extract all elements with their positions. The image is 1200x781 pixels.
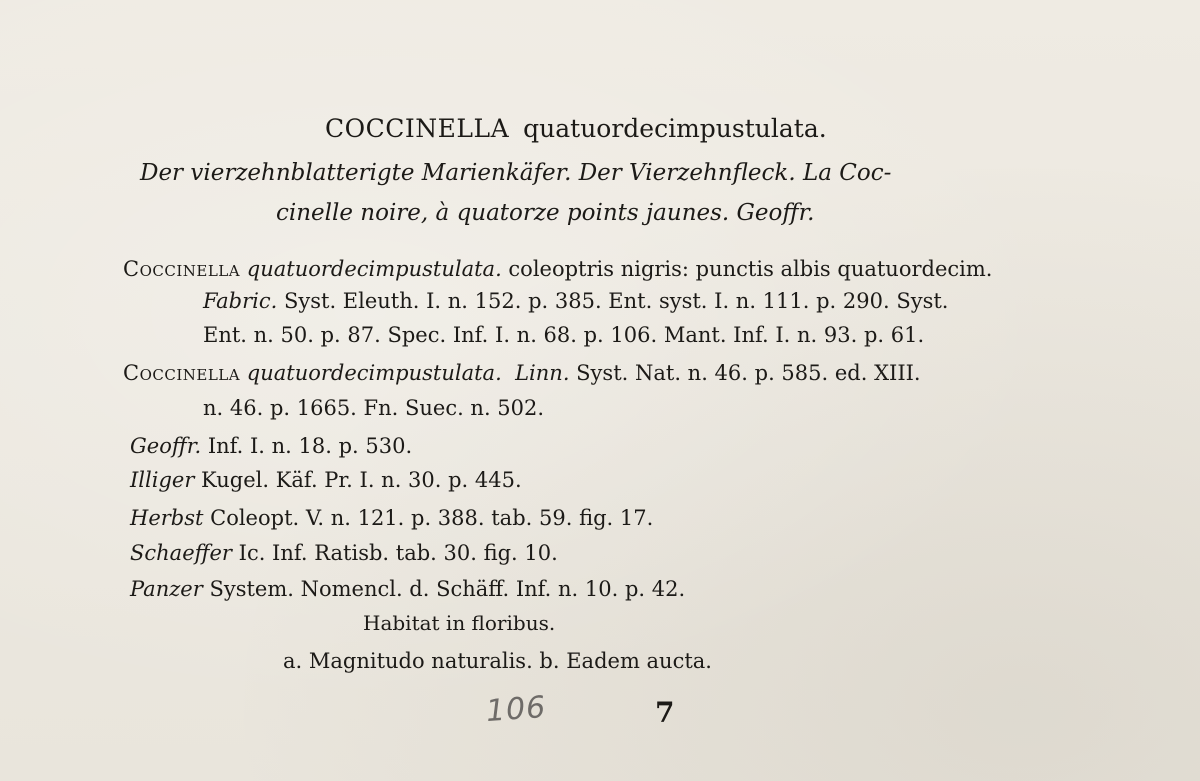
reference-text: Inf. I. n. 18. p. 530. [201,434,413,458]
title-species: quatuordecimpustulata. [523,114,827,143]
reference-schaeffer [130,540,558,566]
species-title [325,114,827,144]
reference-herbst [130,505,653,531]
entry-text: Syst. Nat. n. 46. p. 585. ed. XIII. [569,361,921,385]
title-genus: COCCINELLA [325,114,510,143]
entry-species: quatuordecimpustulata. [246,361,502,385]
reference-illiger [130,467,522,493]
entry-genus: Coccinella [123,361,241,385]
reference-text: System. Nomencl. d. Schäff. Inf. n. 10. p. 42. [202,577,686,601]
entry-species: quatuordecimpustulata. [246,257,502,281]
common-names-line-2: cinelle noire, à quatorze points jaunes. Geoffr. [276,200,815,226]
handwritten-number: 106 [484,689,548,730]
reference-text: Coleopt. V. n. 121. p. 388. tab. 59. fig. 17. [203,506,654,530]
entry-genus: Coccinella [123,257,241,281]
entry-text: Syst. Eleuth. I. n. 152. p. 385. Ent. syst. I. n. 111. p. 290. Syst. [277,289,949,313]
reference-author: Geoffr. [130,434,202,458]
synonym-entry-5: n. 46. p. 1665. Fn. Suec. n. 502. [203,396,545,420]
reference-panzer [130,576,685,602]
reference-text: Ic. Inf. Ratisb. tab. 30. fig. 10. [231,541,558,565]
reference-author: Panzer [130,577,203,601]
common-names-line-1: Der vierzehnblatterigte Marienkäfer. Der Vierzehnfleck. La Coc- [140,160,892,186]
synonym-entry-2 [203,288,948,314]
synonym-entry-4 [123,360,921,386]
entry-author: Linn. [515,361,570,385]
reference-text: Kugel. Käf. Pr. I. n. 30. p. 445. [194,468,522,492]
figure-caption: a. Magnitudo naturalis. b. Eadem aucta. [283,649,712,673]
reference-author: Herbst [130,506,204,530]
synonym-entry-1 [123,256,992,282]
habitat-line: Habitat in floribus. [363,611,556,635]
synonym-entry-3: Ent. n. 50. p. 87. Spec. Inf. I. n. 68. p. 106. Mant. Inf. I. n. 93. p. 61. [203,323,925,347]
reference-author: Illiger [130,468,195,492]
reference-author: Schaeffer [130,541,232,565]
entry-author: Fabric. [203,289,278,313]
reference-geoffr [130,433,412,459]
entry-text: coleoptris nigris: punctis albis quatuordecim. [501,257,993,281]
page-number: 7 [655,696,675,729]
